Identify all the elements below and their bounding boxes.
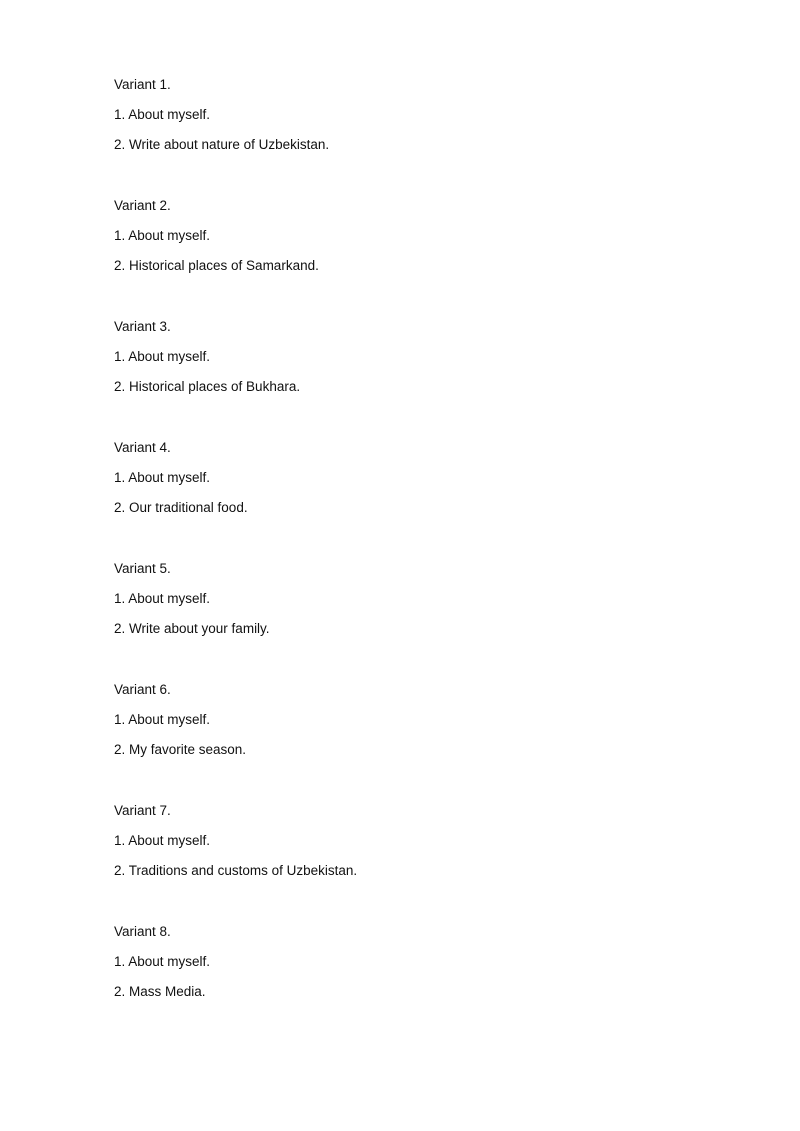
variant-block-8 bbox=[114, 922, 714, 1043]
variant-block-5 bbox=[114, 559, 714, 680]
variant-item: 2. Traditions and customs of Uzbekistan. bbox=[114, 863, 358, 878]
variant-heading: Variant 3. bbox=[114, 319, 171, 334]
variant-item: 2. Historical places of Samarkand. bbox=[114, 258, 319, 273]
variant-item: 2. My favorite season. bbox=[114, 742, 247, 757]
variant-heading: Variant 2. bbox=[114, 198, 171, 213]
variant-item: 1. About myself. bbox=[114, 712, 211, 727]
variant-block-6 bbox=[114, 680, 714, 801]
variant-item: 2. Write about your family. bbox=[114, 621, 270, 636]
variant-heading: Variant 8. bbox=[114, 924, 171, 939]
variant-item: 1. About myself. bbox=[114, 349, 211, 364]
variant-item: 2. Write about nature of Uzbekistan. bbox=[114, 137, 330, 152]
variant-block-1 bbox=[114, 75, 714, 196]
variant-item: 2. Mass Media. bbox=[114, 984, 206, 999]
variant-block-4 bbox=[114, 438, 714, 559]
variant-item: 2. Our traditional food. bbox=[114, 500, 248, 515]
variant-item: 1. About myself. bbox=[114, 470, 211, 485]
variant-item: 1. About myself. bbox=[114, 833, 211, 848]
variant-heading: Variant 1. bbox=[114, 77, 171, 92]
variant-block-7 bbox=[114, 801, 714, 922]
variant-item: 2. Historical places of Bukhara. bbox=[114, 379, 301, 394]
variant-heading: Variant 6. bbox=[114, 682, 171, 697]
variant-heading: Variant 7. bbox=[114, 803, 171, 818]
variant-item: 1. About myself. bbox=[114, 107, 211, 122]
variant-item: 1. About myself. bbox=[114, 954, 211, 969]
variant-item: 1. About myself. bbox=[114, 228, 211, 243]
variant-item: 1. About myself. bbox=[114, 591, 211, 606]
variant-heading: Variant 5. bbox=[114, 561, 171, 576]
variant-block-2 bbox=[114, 196, 714, 317]
variant-heading: Variant 4. bbox=[114, 440, 171, 455]
document-body bbox=[114, 75, 714, 1043]
variant-block-3 bbox=[114, 317, 714, 438]
